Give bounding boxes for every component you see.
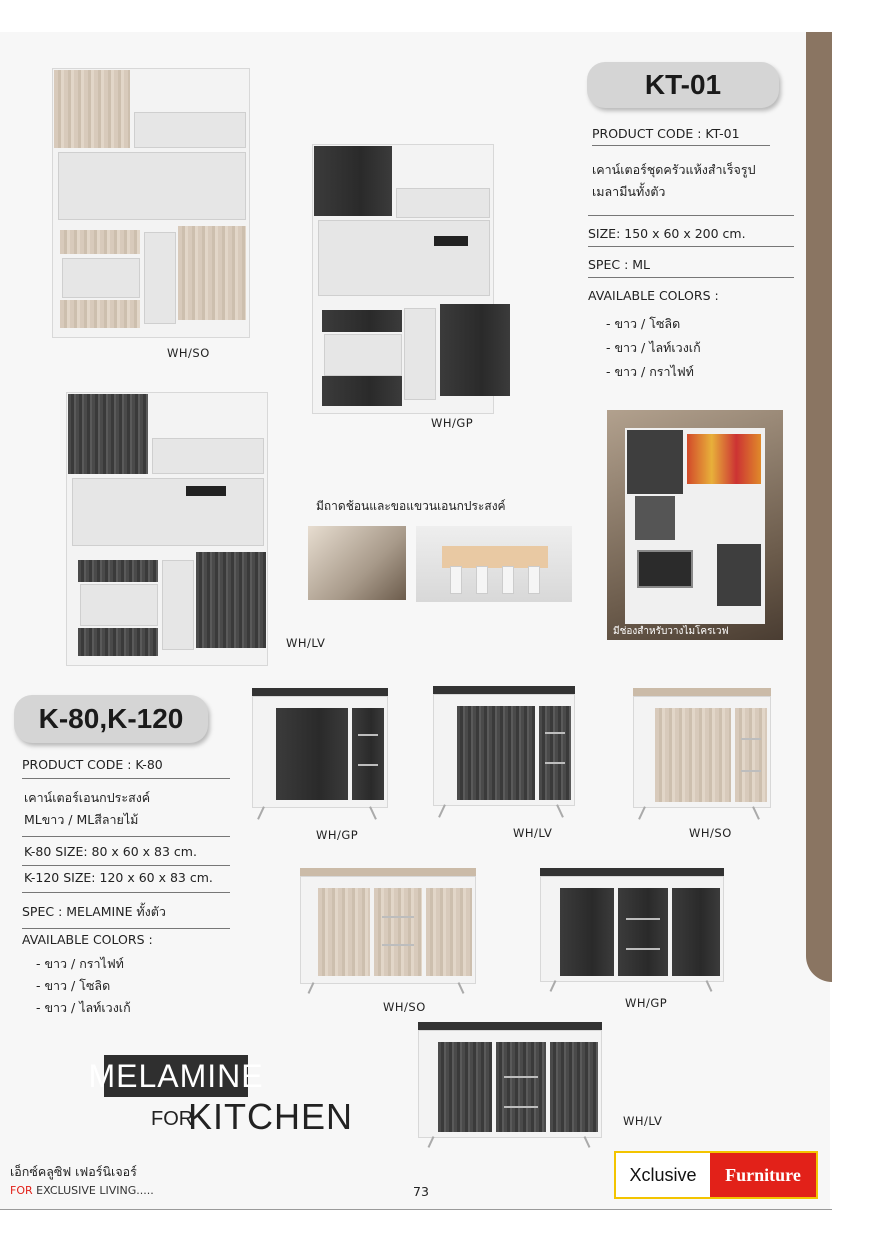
k120-cabinet-wh-lv <box>418 1022 604 1150</box>
k80-label-wh-gp-1: WH/GP <box>316 828 359 842</box>
footer-thai-brand: เอ็กซ์คลูซิฟ เฟอร์นิเจอร์ <box>10 1164 137 1179</box>
k120-label-wh-so: WH/SO <box>383 1000 426 1014</box>
kt01-photo-caption: มีช่องสำหรับวางไมโครเวฟ <box>613 626 729 637</box>
hook-rack <box>434 236 468 246</box>
kt01-label-wh-so: WH/SO <box>167 346 210 360</box>
k80-size-k80: K-80 SIZE: 80 x 60 x 83 cm. <box>24 844 197 859</box>
brown-side-strip <box>806 32 832 982</box>
kt01-color-2: - ขาว / ไลท์เวงเก้ <box>606 340 701 355</box>
k120-cabinet-wh-so <box>300 868 478 996</box>
k80-label-wh-so-1: WH/SO <box>689 826 732 840</box>
k80-title: K-80,K-120 <box>14 695 208 743</box>
k80-colors-heading: AVAILABLE COLORS : <box>22 932 153 947</box>
k80-description-line1: เคาน์เตอร์เอนกประสงค์ <box>24 790 151 805</box>
footer-tagline-for: FOR <box>10 1184 33 1197</box>
logo-furniture-text: Furniture <box>725 1164 801 1185</box>
kt01-label-wh-lv: WH/LV <box>286 636 326 650</box>
footer-tagline <box>10 1184 154 1197</box>
hooks-photo <box>416 526 572 602</box>
k80-spec: SPEC : MELAMINE ทั้งตัว <box>22 902 230 929</box>
kt01-description-line2: เมลามีนทั้งตัว <box>592 184 666 199</box>
kt01-description-line1: เคาน์เตอร์ชุดครัวแห้งสำเร็จรูป <box>592 162 756 177</box>
kt01-cabinet-wh-gp <box>312 144 494 414</box>
divider <box>22 836 230 837</box>
k80-size-k120: K-120 SIZE: 120 x 60 x 83 cm. <box>24 870 213 885</box>
kt01-cabinet-wh-so <box>52 68 250 340</box>
k80-description-line2: MLขาว / MLสีลายไม้ <box>24 812 139 827</box>
k80-cabinet-wh-gp-1 <box>252 688 390 822</box>
k80-color-3: - ขาว / ไลท์เวงเก้ <box>36 1000 131 1015</box>
kt01-label-wh-gp: WH/GP <box>431 416 474 430</box>
kt01-colors-heading: AVAILABLE COLORS : <box>588 288 719 303</box>
k80-cabinet-wh-lv-1 <box>433 686 577 820</box>
kt01-color-1: - ขาว / โซลิด <box>606 316 681 331</box>
divider <box>588 215 794 216</box>
kt01-cabinet-wh-lv <box>66 392 268 666</box>
melamine-for: FOR <box>151 1108 194 1130</box>
logo-xclusive-text: Xclusive <box>616 1153 710 1197</box>
footer-divider <box>0 1209 832 1210</box>
hook-rack <box>186 486 226 496</box>
melamine-kitchen: KITCHEN <box>188 1096 354 1137</box>
kt01-title: KT-01 <box>587 62 779 108</box>
page-number: 73 <box>413 1184 429 1199</box>
k80-color-1: - ขาว / กราไฟท์ <box>36 956 124 971</box>
kt01-spec: SPEC : ML <box>588 257 794 278</box>
k80-color-2: - ขาว / โซลิด <box>36 978 111 993</box>
divider <box>22 892 230 893</box>
cutlery-tray-photo <box>308 526 406 600</box>
kt01-product-code: PRODUCT CODE : KT-01 <box>592 126 770 146</box>
divider <box>22 865 230 866</box>
kt01-color-3: - ขาว / กราไฟท์ <box>606 364 694 379</box>
xclusive-logo <box>614 1151 818 1199</box>
k120-cabinet-wh-gp <box>540 868 726 994</box>
k80-cabinet-wh-so-1 <box>633 688 773 822</box>
k120-label-wh-gp: WH/GP <box>625 996 668 1010</box>
footer-tagline-rest: EXCLUSIVE LIVING..... <box>32 1184 154 1197</box>
melamine-banner: MELAMINE <box>104 1055 248 1097</box>
kt01-kitchen-photo <box>607 410 783 640</box>
k80-label-wh-lv-1: WH/LV <box>513 826 553 840</box>
kt01-size: SIZE: 150 x 60 x 200 cm. <box>588 226 794 247</box>
k120-label-wh-lv: WH/LV <box>623 1114 663 1128</box>
accessory-caption: มีถาดช้อนและขอแขวนเอนกประสงค์ <box>316 499 506 513</box>
k80-product-code: PRODUCT CODE : K-80 <box>22 757 230 779</box>
